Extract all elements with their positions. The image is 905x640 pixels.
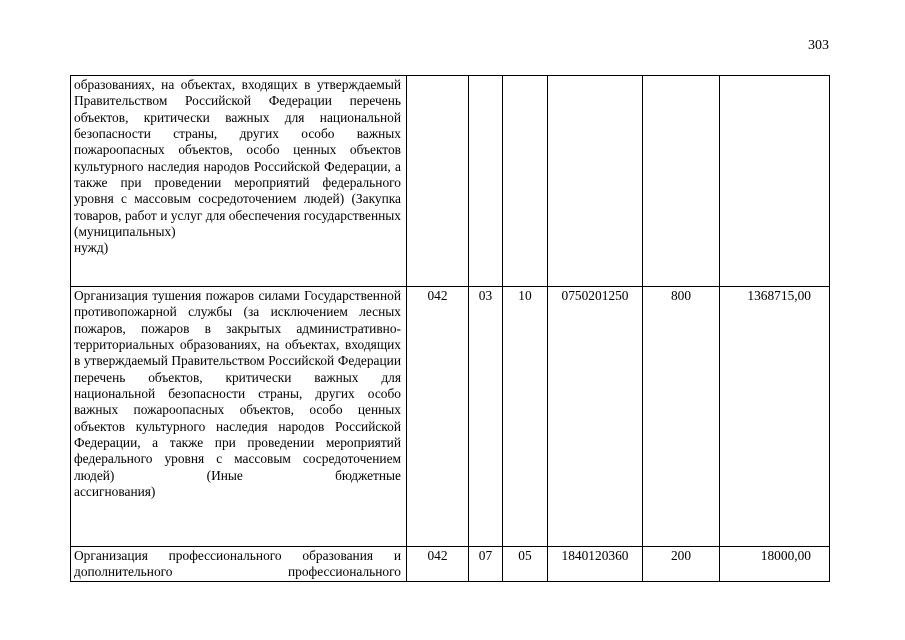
page-number: 303: [808, 38, 829, 53]
section-code: [469, 76, 503, 287]
target-article-code: 1840120360: [548, 547, 643, 582]
section-code: 07: [469, 547, 503, 582]
budget-table: [70, 75, 830, 582]
row-description: Организация тушения пожаров силами Государственной противопожарной службы (за исключением лесных пожаров, пожаров в закрытых административно-территориальных образованиях, на объектах, входящих в утверждаемый Правительством Российской Федерации перечень объектов, критически важных для национальной безопасности страны, других особо важных пожароопасных объектов, особо ценных объектов культурного наследия народов Российской Федерации, а также при проведении мероприятий федерального уровня с массовым сосредоточением людей) (Иные бюджетные ассигнования): [71, 287, 407, 547]
ministry-code: [407, 76, 469, 287]
ministry-code: 042: [407, 287, 469, 547]
expense-type-code: 800: [643, 287, 720, 547]
amount: 1368715,00: [720, 287, 830, 547]
table-row: [71, 547, 830, 582]
table-row: [71, 76, 830, 287]
subsection-code: 05: [503, 547, 548, 582]
row-description: Организация профессионального образования и дополнительного профессионального: [71, 547, 407, 582]
target-article-code: [548, 76, 643, 287]
row-description: образованиях, на объектах, входящих в утверждаемый Правительством Российской Федерации перечень объектов, критически важных для национальной безопасности страны, других особо важных пожароопасных объектов, особо ценных объектов культурного наследия народов Российской Федерации, а также при проведении мероприятий федерального уровня с массовым сосредоточением людей) (Закупка товаров, работ и услуг для обеспечения государственных (муниципальных) нужд): [71, 76, 407, 287]
subsection-code: [503, 76, 548, 287]
ministry-code: 042: [407, 547, 469, 582]
expense-type-code: 200: [643, 547, 720, 582]
section-code: 03: [469, 287, 503, 547]
target-article-code: 0750201250: [548, 287, 643, 547]
expense-type-code: [643, 76, 720, 287]
amount: [720, 76, 830, 287]
table-row: [71, 287, 830, 547]
subsection-code: 10: [503, 287, 548, 547]
amount: 18000,00: [720, 547, 830, 582]
